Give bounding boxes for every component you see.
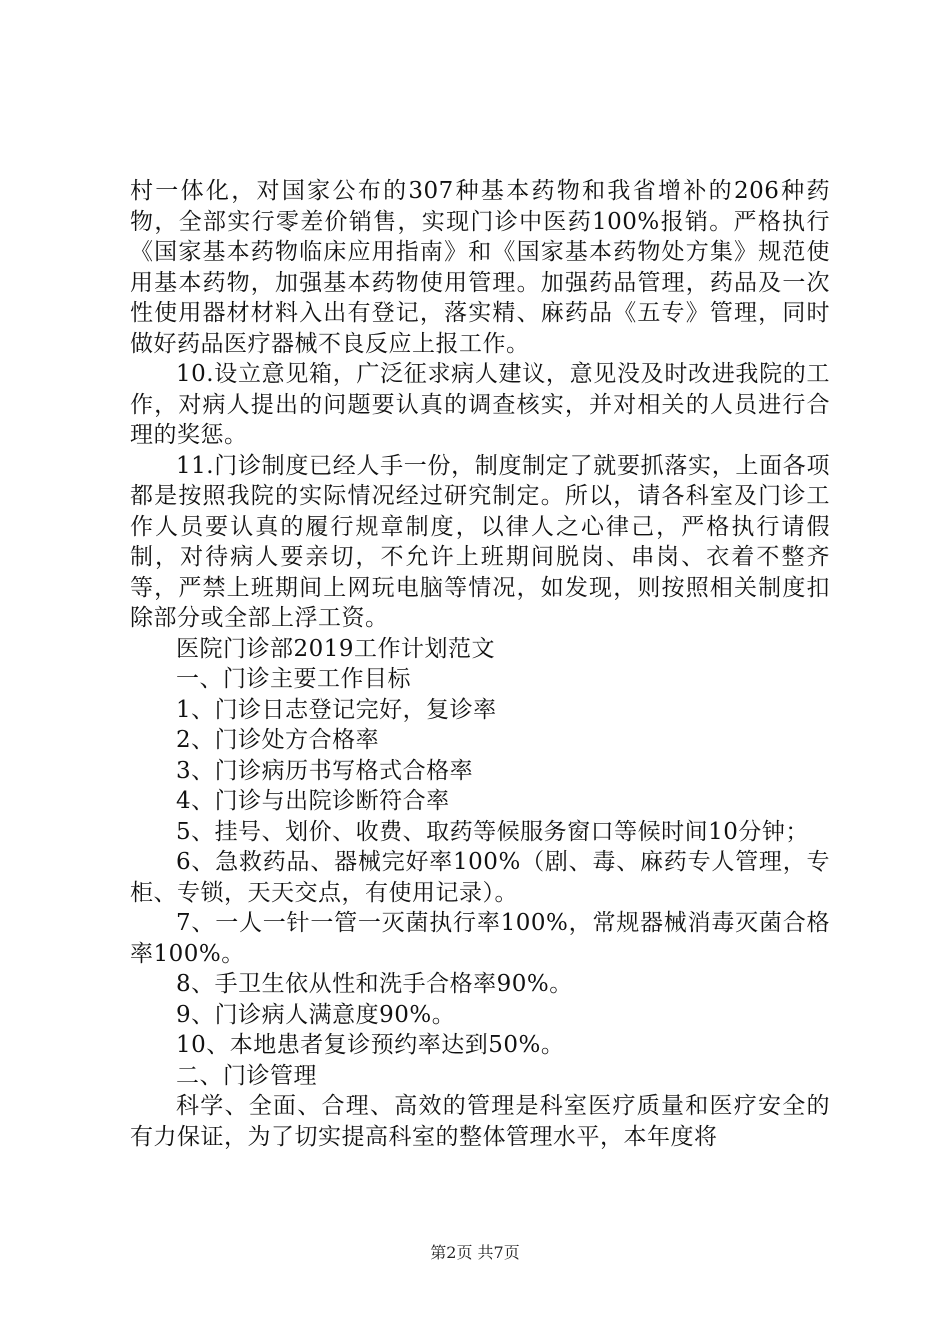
paragraph-3: 11.门诊制度已经人手一份，制度制定了就要抓落实，上面各项都是按照我院的实际情况经过研究制定。所以，请各科室及门诊工作人员要认真的履行规章制度，以律人之心律己，严格执行请假制，对待病人要亲切，不允许上班期间脱岗、串岗、衣着不整齐等，严禁上班期间上网玩电脑等情况，如发现，则按照相关制度扣除部分或全部上浮工资。 <box>130 452 830 631</box>
paragraph-1: 村一体化，对国家公布的307种基本药物和我省增补的206种药物，全部实行零差价销售，实现门诊中医药100%报销。严格执行《国家基本药物临床应用指南》和《国家基本药物处方集》规范使用基本药物，加强基本药物使用管理。加强药品管理，药品及一次性使用器材材料入出有登记，落实精、麻药品《五专》管理，同时做好药品医疗器械不良反应上报工作。 <box>130 178 830 357</box>
paragraph-management: 科学、全面、合理、高效的管理是科室医疗质量和医疗安全的有力保证，为了切实提高科室的整体管理水平，本年度将 <box>130 1093 830 1150</box>
goal-item-9: 9、门诊病人满意度90%。 <box>176 1001 456 1028</box>
heading-management: 二、门诊管理 <box>176 1062 317 1089</box>
goal-item-3: 3、门诊病历书写格式合格率 <box>176 757 474 784</box>
page-footer: 第2页 共7页 <box>430 1243 520 1262</box>
goal-item-10: 10、本地患者复诊预约率达到50%。 <box>176 1032 565 1058</box>
heading-goals: 一、门诊主要工作目标 <box>176 666 411 692</box>
goal-item-6: 6、急救药品、器械完好率100%（剧、毒、麻药专人管理，专柜、专锁，天天交点，有使用记录）。 <box>130 849 830 906</box>
paragraph-2: 10.设立意见箱，广泛征求病人建议，意见没及时改进我院的工作，对病人提出的问题要认真的调查核实，并对相关的人员进行合理的奖惩。 <box>130 361 830 448</box>
goal-item-5: 5、挂号、划价、收费、取药等候服务窗口等候时间10分钟； <box>176 818 809 845</box>
document-body <box>130 176 830 1152</box>
goal-item-1: 1、门诊日志登记完好，复诊率 <box>176 696 497 723</box>
goal-item-4: 4、门诊与出院诊断符合率 <box>176 788 450 814</box>
goal-item-2: 2、门诊处方合格率 <box>176 727 380 753</box>
goal-item-8: 8、手卫生依从性和洗手合格率90%。 <box>176 971 573 997</box>
goal-item-7: 7、一人一针一管一灭菌执行率100%，常规器械消毒灭菌合格率100%。 <box>130 910 830 967</box>
section-title: 医院门诊部2019工作计划范文 <box>176 635 496 662</box>
